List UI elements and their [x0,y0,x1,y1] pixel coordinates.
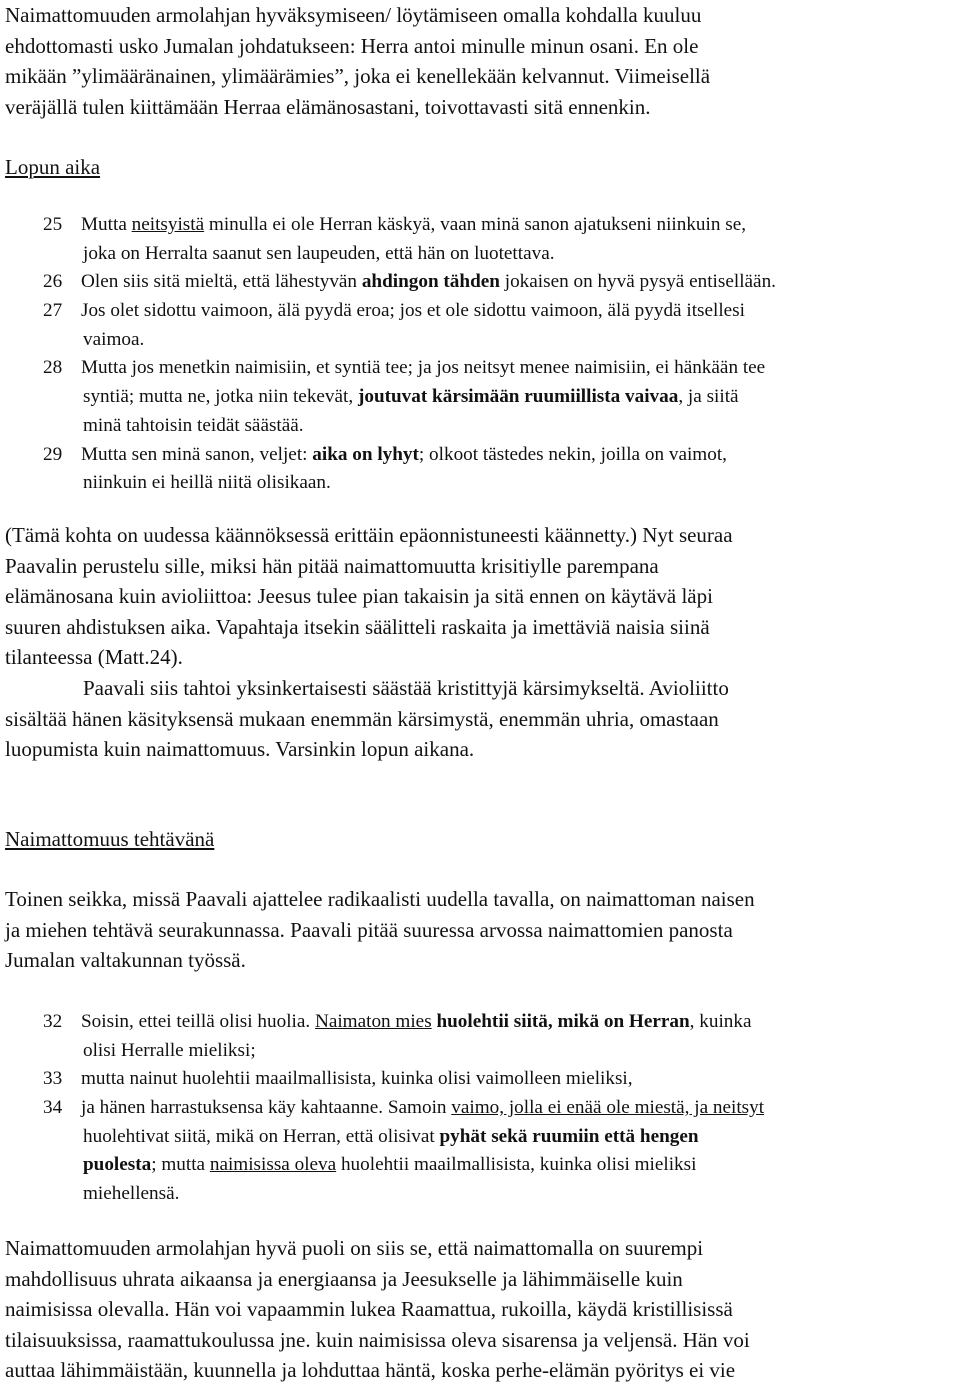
text-line: ja miehen tehtävä seurakunnassa. Paavali pitää suuressa arvossa naimattomien panosta [5,917,733,942]
bold-text: aika on lyhyt [312,443,419,465]
verse-number: 29 [43,443,63,465]
underlined-text: Naimaton mies [314,1011,432,1032]
text-line: naimisissa olevalla. Hän voi vapaammin lukea Raamattua, rukoilla, käydä kristillisissä [5,1297,733,1321]
verse-text: jokaisen on hyvä pysyä entisellään. [499,271,776,293]
verse-text: minä tahtoisin teidät säästää. [83,414,304,436]
verse-text: minulla ei ole Herran käskyä, vaan minä sanon ajatukseni niinkuin se, [204,214,747,235]
underlined-text: vaimo, jolla ei enää ole miestä, ja neitsyt [451,1097,765,1119]
text-line: tilanteessa (Matt.24). [5,645,183,669]
verse-text: miehellensä. [83,1183,180,1205]
underlined-text: neitsyistä [131,214,205,235]
section-heading-naimattomuus-tehtavana: Naimattomuus tehtävänä [5,827,215,851]
verse-34-line-4 [5,1180,955,1209]
verse-28-line-3 [5,412,955,441]
verse-27-line-2 [5,326,955,355]
text-line: auttaa lähimmäistään, kuunnella ja lohduttaa häntä, koska perhe-elämän pyöritys ei vie [5,1358,736,1382]
text-line: tilaisuuksissa, raamattukoulussa jne. kuin naimisissa oleva sisarensa ja veljensä. Hän voi [5,1327,750,1352]
verse-text: Mutta [81,214,132,235]
text-line: ehdottomasti usko Jumalan johdatukseen: Herra antoi minulle minun osani. En ole [5,33,699,58]
text-line: luopumista kuin naimattomuus. Varsinkin lopun aikana. [5,737,475,761]
verse-text: ; olkoot tästedes nekin, joilla on vaimot, [418,443,727,465]
verse-34-line-3 [5,1151,955,1180]
verse-27-line-1 [5,297,955,326]
text-line: elämänosana kuin avioliittoa: Jeesus tulee pian takaisin ja sitä ennen on käytävä läpi [5,584,713,608]
paragraph-toinen-seikka [5,884,755,976]
verse-text: ja hänen harrastuksensa käy kahtaanne. Samoin [81,1097,452,1119]
verse-text: syntiä; mutta ne, jotka niin tekevät, [83,386,358,408]
verse-text: Mutta sen minä sanon, veljet: [81,443,313,465]
text-line: Naimattomuuden armolahjan hyväksymiseen/ löytämiseen omalla kohdalla kuuluu [5,3,702,27]
verse-26-line-1 [5,268,955,297]
verse-text: niinkuin ei heillä niitä olisikaan. [83,472,331,494]
intro-paragraph [5,0,710,122]
text-line: Jumalan valtakunnan työssä. [5,948,246,972]
verse-32-line-1 [5,1008,955,1037]
text-line: Naimattomuuden armolahjan hyvä puoli on siis se, että naimattomalla on suurempi [5,1236,704,1260]
text-line: mahdollisuus uhrata aikaansa ja energiaansa ja Jeesukselle ja lähimmäiselle kuin [5,1266,683,1291]
text-line: Paavali siis tahtoi yksinkertaisesti säästää kristittyjä kärsimykseltä. Avioliitto [83,676,729,700]
verse-text: Mutta jos menetkin naimisiin, et syntiä tee; ja jos neitsyt menee naimisiin, ei hänkään tee [81,357,766,379]
text-line: sisältää hänen käsityksensä mukaan enemmän kärsimystä, enemmän uhria, omastaan [5,706,719,731]
verse-text: ; mutta [151,1154,210,1176]
verse-29-line-1 [5,441,955,470]
section-heading-lopun-aika: Lopun aika [5,155,101,179]
verse-text: , ja siitä [678,386,739,408]
verse-number: 27 [43,300,63,322]
text-line: veräjällä tulen kiittämään Herraa elämänosastani, toivottavasti sitä ennenkin. [5,94,651,119]
verse-text: Olen siis sitä mieltä, että lähestyvän [81,271,362,293]
verse-25-line-1 [5,211,955,240]
verse-28-line-1 [5,354,955,383]
verse-34-line-1 [5,1094,955,1123]
text-line: suuren ahdistuksen aika. Vapahtaja itsekin säälitteli raskaita ja imettäviä naisia siinä [5,614,710,639]
verse-block-25-29 [5,211,955,498]
verse-text: huolehtii maailmallisista, kuinka olisi mieliksi [336,1154,697,1176]
text-line: Paavalin perustelu sille, miksi hän pitää naimattomuutta krisitiylle parempana [5,553,659,578]
bold-text: huolehtii siitä, mikä on Herran [436,1011,690,1032]
verse-text: Soisin, ettei teillä olisi huolia. [81,1011,315,1032]
underlined-text: naimisissa oleva [209,1154,337,1176]
verse-33-line-1 [5,1065,955,1094]
bold-text: puolesta [83,1154,152,1176]
verse-number: 25 [43,214,63,235]
verse-number: 26 [43,271,63,293]
verse-28-line-2 [5,383,955,412]
verse-block-32-34 [5,1008,955,1209]
verse-text: mutta nainut huolehtii maailmallisista, kuinka olisi vaimolleen mieliksi, [81,1068,633,1090]
paragraph-translation-note [5,520,733,673]
verse-number: 28 [43,357,63,379]
verse-number: 34 [43,1097,63,1119]
verse-25-line-2 [5,240,955,269]
verse-34-line-2 [5,1123,955,1152]
text-line: (Tämä kohta on uudessa käännöksessä erittäin epäonnistuneesti käännetty.) Nyt seuraa [5,523,733,547]
verse-number: 32 [43,1011,63,1032]
bold-text: pyhät sekä ruumiin että hengen [439,1125,699,1147]
verse-text: joka on Herralta saanut sen laupeuden, että hän on luotettava. [83,242,555,264]
verse-text: olisi Herralle mieliksi; [83,1039,256,1061]
verse-number: 33 [43,1068,63,1090]
paragraph-armolahja [5,1233,750,1386]
verse-29-line-2 [5,469,955,498]
verse-text: huolehtivat siitä, mikä on Herran, että olisivat [83,1125,440,1147]
bold-text: joutuvat kärsimään ruumiillista vaivaa [357,386,679,408]
verse-text: vaimoa. [83,328,145,350]
verse-text: Jos olet sidottu vaimoon, älä pyydä eroa; jos et ole sidottu vaimoon, älä pyydä itsellesi [81,300,745,322]
text-line: mikään ”ylimääränainen, ylimäärämies”, joka ei kenellekään kelvannut. Viimeisellä [5,64,711,88]
bold-text: ahdingon tähden [361,271,500,293]
text-line: Toinen seikka, missä Paavali ajattelee radikaalisti uudella tavalla, on naimattoman naisen [5,887,755,911]
verse-text: , kuinka [689,1011,752,1032]
verse-32-line-2 [5,1037,955,1066]
paragraph-paavali [5,673,729,765]
